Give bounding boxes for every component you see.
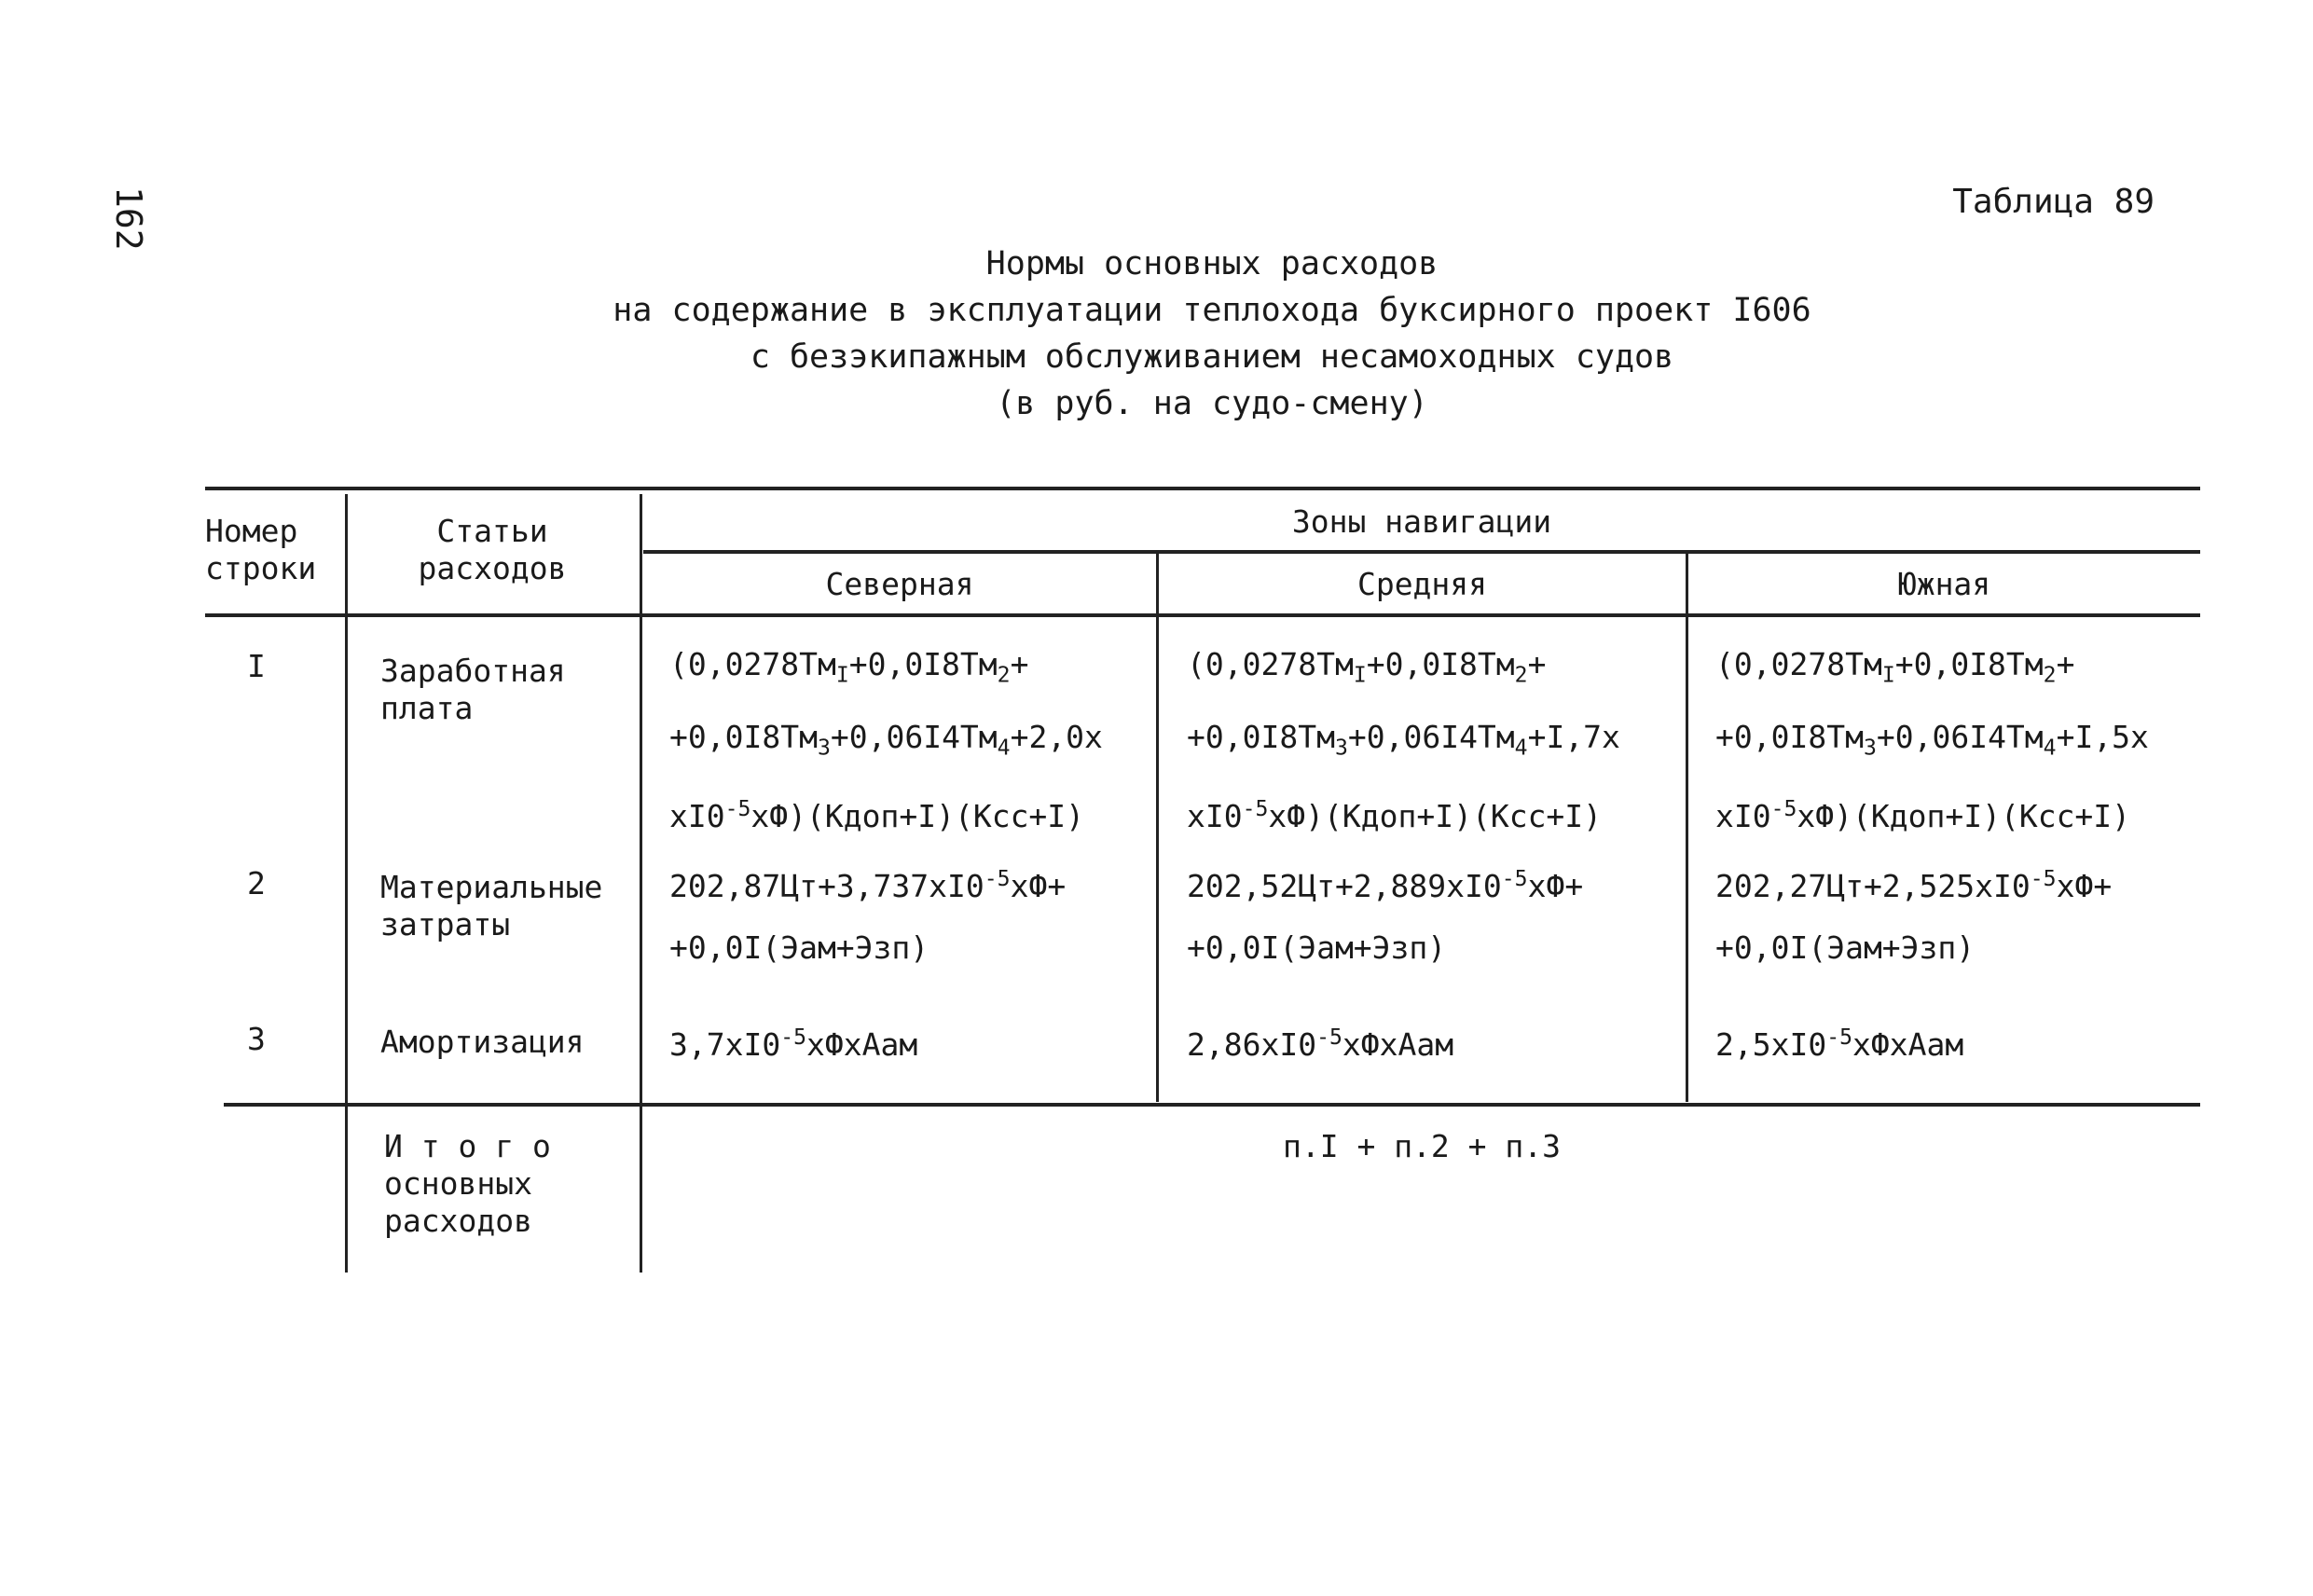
- header-middle: Средняя: [1356, 566, 1488, 602]
- header-south: Южная: [1897, 566, 1991, 602]
- col-rule-1: [345, 494, 348, 1273]
- row-number: 3: [247, 1021, 266, 1057]
- formula-south: $2,5xI0^{-5}xФxАам$: [1715, 1025, 1964, 1063]
- row-number: I: [247, 648, 266, 684]
- header-north: Северная: [825, 566, 974, 602]
- total-label: И т о г о основных расходов: [384, 1128, 551, 1239]
- formula-middle: $2,86xI0^{-5}xФxАам$: [1187, 1025, 1454, 1063]
- formula-middle: ($0,0278Тм_I+0,0I8Тм_2+$ $+0,0I8Тм_3+0,06I4Тм_4+I,7x$ $xI0^{-5}xФ)(Кдоп+I)(Ксс+I)$: [1187, 646, 1620, 835]
- row-number: 2: [247, 865, 266, 901]
- col-rule-3: [1156, 552, 1159, 1102]
- formula-north: $3,7xI0^{-5}xФxАам$: [669, 1025, 918, 1063]
- col-rule-4: [1686, 552, 1688, 1102]
- header-articles: Статьи расходов: [418, 513, 567, 586]
- header-bottom-rule: [205, 613, 2200, 617]
- formula-middle: $202,52Цт+2,889xI0^{-5}xФ+$ +0,0I(Эам+Эзп): [1187, 867, 1584, 966]
- total-formula: п.I + п.2 + п.3: [1282, 1128, 1561, 1164]
- title-line-4: (в руб. на судо-смену): [996, 385, 1428, 422]
- formula-north: $202,87Цт+3,737xI0^{-5}xФ+$ +0,0I(Эам+Эзп): [669, 867, 1067, 966]
- formula-south: $202,27Цт+2,525xI0^{-5}xФ+$ +0,0I(Эам+Эзп): [1715, 867, 2113, 966]
- title-line-3: с безэкипажным обслуживанием несамоходных судов: [750, 338, 1674, 376]
- zones-rule: [643, 550, 2200, 554]
- table-title: [0, 241, 2313, 427]
- header-row-number: Номер строки: [205, 513, 317, 586]
- col-rule-2: [640, 494, 642, 1273]
- expense-table: [205, 485, 2200, 1277]
- formula-north: ($0,0278Тм_I+0,0I8Тм_2+$ $+0,0I8Тм_3+0,06I4Тм_4+2,0x$ $xI0^{-5}xФ)(Кдоп+I)(Ксс+I)$: [669, 646, 1103, 835]
- table-label: Таблица 89: [1952, 183, 2155, 221]
- total-rule: [224, 1103, 2200, 1107]
- row-item: Материальные затраты: [380, 869, 603, 942]
- row-item: Заработная плата: [380, 653, 566, 726]
- row-item: Амортизация: [380, 1024, 585, 1060]
- header-zones: Зоны навигации: [1291, 503, 1552, 540]
- title-line-2: на содержание в эксплуатации теплохода буксирного проект I606: [613, 292, 1811, 329]
- formula-south: ($0,0278Тм_I+0,0I8Тм_2+$ $+0,0I8Тм_3+0,06I4Тм_4+I,5x$ $xI0^{-5}xФ)(Кдоп+I)(Ксс+I)$: [1715, 646, 2149, 835]
- page-number: 162: [108, 186, 149, 251]
- title-line-1: Нормы основных расходов: [985, 245, 1439, 282]
- table-top-rule: [205, 487, 2200, 490]
